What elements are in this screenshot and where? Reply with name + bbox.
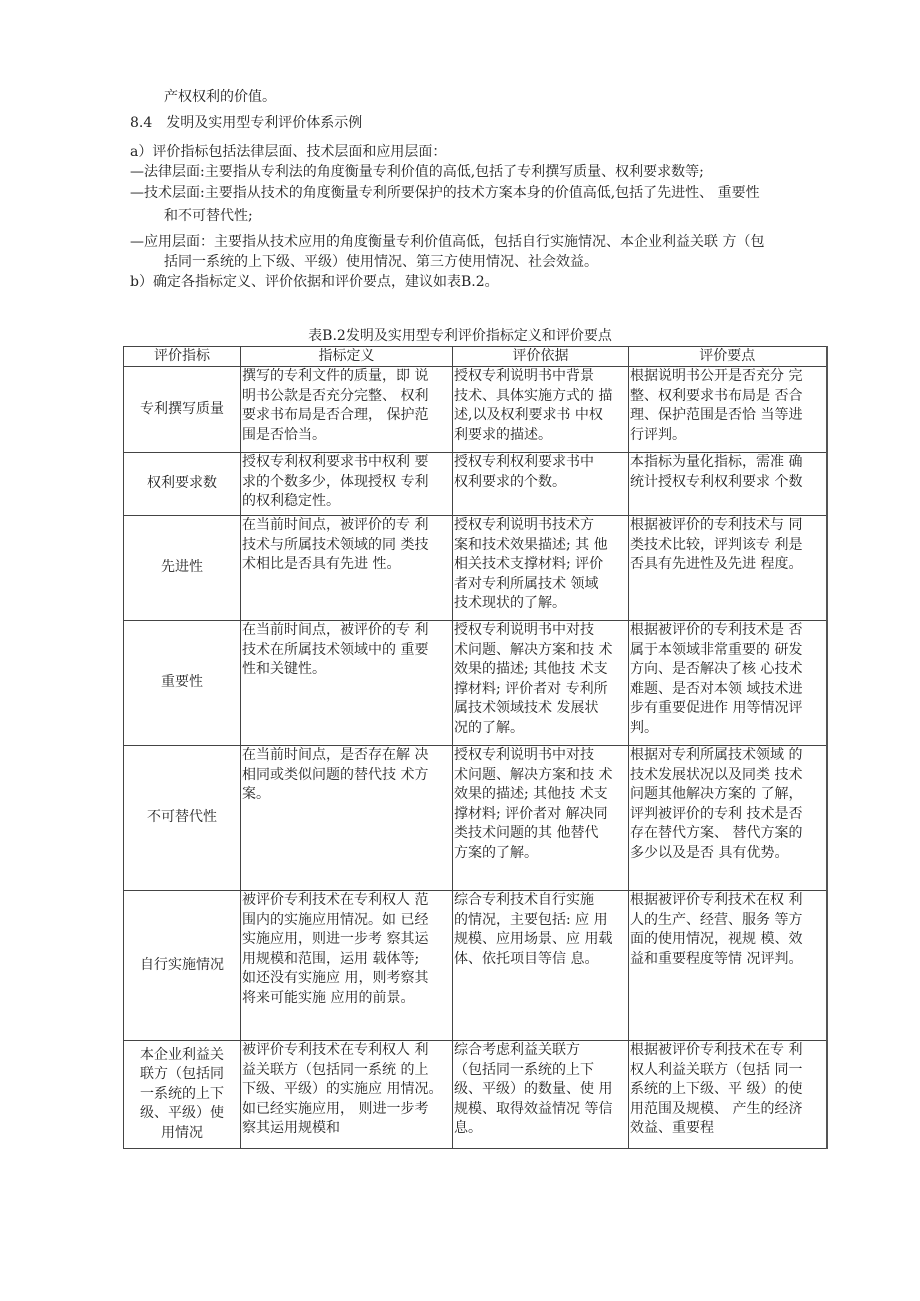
legal-level: —法律层面:主要指从专利法的角度衡量专利价值的高低,包括了专利撰写质量、权利要求数等; <box>130 164 704 180</box>
basis-cell: 综合考虑利益关联方 （包括同一系统的上下 级、平级）的数量、使 用 规模、取得效益情况 等信 息。 <box>453 1041 629 1149</box>
header-key-points: 评价要点 <box>629 347 827 367</box>
definition-cell: 在当前时间点，被评价的专 利 技术与所属技术领域的同 类技 术相比是否具有先进 性。 <box>241 516 453 621</box>
key-points-cell: 根据被评价专利技术在权 利 人的生产、经营、服务 等方 面的使用情况，视规 模、效 益和重要程度等情 况评判。 <box>629 891 827 1041</box>
key-points-cell: 根据对专利所属技术领域 的 技术发展状况以及同类 技术 问题其他解决方案的 了解， 评判被评价的专利 技术是否 存在替代方案、 替代方案的 多少以及是否 具有优势。 <box>629 746 827 891</box>
indicator-cell: 专利撰写质量 <box>124 367 241 453</box>
table-row <box>124 621 827 746</box>
table-caption: 表B.2发明及实用型专利评价指标定义和评价要点 <box>308 328 612 344</box>
key-points-cell: 根据说明书公开是否充分 完 整、权利要求书布局是 否合 理、保护范围是否恰 当等进 行评判。 <box>629 367 827 453</box>
table-row <box>124 516 827 621</box>
table-row <box>124 453 827 516</box>
key-points-cell: 本指标为量化指标，需准 确 统计授权专利权利要求 个数 <box>629 453 827 516</box>
table-header-row <box>124 347 827 367</box>
basis-cell: 综合专利技术自行实施 的情况，主要包括: 应 用 规模、应用场景、应 用载 体、依托项目等信 息。 <box>453 891 629 1041</box>
basis-cell: 授权专利说明书技术方 案和技术效果描述; 其 他 相关技术支撑材料; 评价 者对专利所属技术 领域 技术现状的了解。 <box>453 516 629 621</box>
key-points-cell: 根据被评价专利技术在专 利 权人利益关联方（包括 同一 系统的上下级、平 级）的使 用范围及规模、 产生的经济 效益、重要程 <box>629 1041 827 1149</box>
indicator-cell: 先进性 <box>124 516 241 621</box>
table-row <box>124 1041 827 1149</box>
item-a: a）评价指标包括法律层面、技术层面和应用层面： <box>130 144 447 160</box>
header-definition: 指标定义 <box>241 347 453 367</box>
tech-level: —技术层面:主要指从技术的角度衡量专利所要保护的技术方案本身的价值高低,包括了先进性、 重要性 <box>130 185 760 201</box>
tech-level-cont: 和不可替代性; <box>164 208 253 224</box>
evaluation-table <box>123 346 828 1149</box>
key-points-cell: 根据被评价的专利技术是 否 属于本领域非常重要的 研发 方向、是否解决了核 心技术 难题、是否对本领 域技术进 步有重要促进作 用等情况评 判。 <box>629 621 827 746</box>
definition-cell: 被评价专利技术在专利权人 范 围内的实施应用情况。如 已经 实施应用，则进一步考 察其运 用规模和范围，运用 载体等; 如还没有实施应 用，则考察其 将来可能实施 应用的前景。 <box>241 891 453 1041</box>
definition-cell: 撰写的专利文件的质量，即 说 明书公款是否充分完整、 权利 要求书布局是否合理， 保护范 围是否恰当。 <box>241 367 453 453</box>
section-heading: 8.4 发明及实用型专利评价体系示例 <box>130 115 363 131</box>
header-indicator: 评价指标 <box>124 347 241 367</box>
definition-cell: 在当前时间点，被评价的专 利 技术在所属技术领域中的 重要 性和关键性。 <box>241 621 453 746</box>
definition-cell: 授权专利权利要求书中权利 要 求的个数多少，体现授权 专利 的权利稳定性。 <box>241 453 453 516</box>
definition-cell: 被评价专利技术在专利权人 利 益关联方（包括同一系统 的上 下级、平级）的实施应 用情况。 如已经实施应用， 则进一步考 察其运用规模和 <box>241 1041 453 1149</box>
table-row <box>124 746 827 891</box>
indicator-cell: 不可替代性 <box>124 746 241 891</box>
application-level-cont: 括同一系统的上下级、平级）使用情况、第三方使用情况、社会效益。 <box>164 254 598 270</box>
basis-cell: 授权专利权利要求书中 权利要求的个数。 <box>453 453 629 516</box>
basis-cell: 授权专利说明书中对技 术问题、解决方案和技 术 效果的描述; 其他技 术支 撑材料; 评价者对 解决同 类技术问题的其 他替代 方案的了解。 <box>453 746 629 891</box>
application-level: —应用层面：主要指从技术应用的角度衡量专利价值高低，包括自行实施情况、本企业利益关联 方（包 <box>130 234 765 250</box>
item-b: b）确定各指标定义、评价依据和评价要点，建议如表B.2。 <box>130 274 499 290</box>
table-row <box>124 891 827 1041</box>
table-row <box>124 367 827 453</box>
basis-cell: 授权专利说明书中背景 技术、具体实施方式的 描 述,以及权利要求书 中权 利要求的描述。 <box>453 367 629 453</box>
key-points-cell: 根据被评价的专利技术与 同 类技术比较，评判该专 利是 否具有先进性及先进 程度。 <box>629 516 827 621</box>
definition-cell: 在当前时间点，是否存在解 决 相同或类似问题的替代技 术方 案。 <box>241 746 453 891</box>
indicator-cell: 权利要求数 <box>124 453 241 516</box>
header-basis: 评价依据 <box>453 347 629 367</box>
basis-cell: 授权专利说明书中对技 术问题、解决方案和技 术 效果的描述; 其他技 术支 撑材料; 评价者对 专利所 属技术领域技术 发展状 况的了解。 <box>453 621 629 746</box>
indicator-cell: 自行实施情况 <box>124 891 241 1041</box>
indicator-cell: 重要性 <box>124 621 241 746</box>
paragraph-continuation: 产权权利的价值。 <box>164 89 276 105</box>
indicator-cell: 本企业利益关 联方（包括同 一系统的上下 级、平级）使 用情况 <box>124 1041 241 1149</box>
